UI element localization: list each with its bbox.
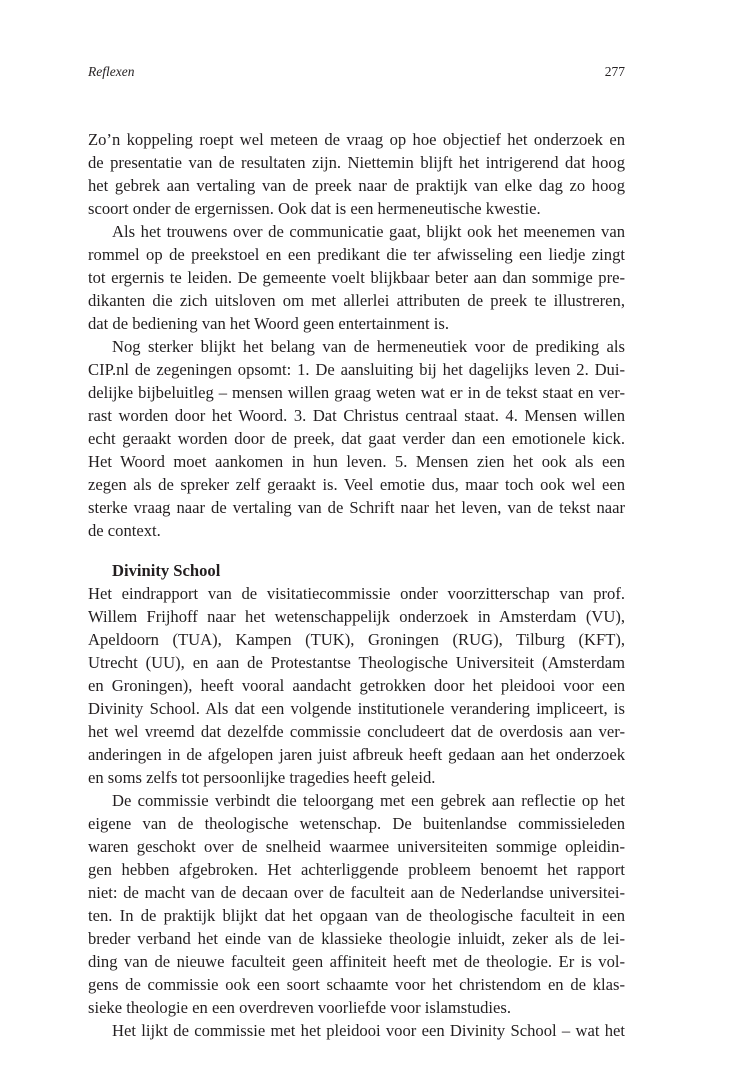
text-line: delijke bijbeluitleg – mensen willen graag weten wat er in de tekst staat en ver- xyxy=(88,383,625,402)
text-line: dikanten die zich uitsloven om met allerlei attributen de preek te illustreren, xyxy=(88,291,625,310)
running-head xyxy=(88,64,625,84)
section-heading: Divinity School xyxy=(112,561,221,580)
paragraph xyxy=(88,335,625,542)
text-line: breder verband het einde van de klassieke theologie inluidt, zeker als de lei- xyxy=(88,929,625,948)
text-line: CIP.nl de zegeningen opsomt: 1. De aansluiting bij het dagelijks leven 2. Dui- xyxy=(88,360,625,379)
text-line: de context. xyxy=(88,521,161,540)
text-line: Utrecht (UU), en aan de Protestantse Theologische Universiteit (Amsterdam xyxy=(88,653,625,672)
text-line: gen hebben afgebroken. Het achterliggende probleem benoemt het rapport xyxy=(88,860,625,879)
paragraph xyxy=(88,1019,625,1042)
text-line: dat de bediening van het Woord geen entertainment is. xyxy=(88,314,450,333)
text-line: tot ergernis te leiden. De gemeente voelt blijkbaar beter aan dan sommige pre- xyxy=(88,268,625,287)
paragraph xyxy=(88,582,625,789)
paragraph xyxy=(88,789,625,1019)
text-line: en soms zelfs tot persoonlijke tragedies heeft geleid. xyxy=(88,768,436,787)
text-line: ding van de nieuwe faculteit geen affiniteit heeft met de theologie. Er is vol- xyxy=(88,952,625,971)
body-text xyxy=(88,128,625,1042)
text-line: sterke vraag naar de vertaling van de Schrift naar het leven, van de tekst naar xyxy=(88,498,625,517)
text-line: De commissie verbindt die teloorgang met een gebrek aan reflectie op het xyxy=(112,791,625,810)
text-line: het wel vreemd dat dezelfde commissie concludeert dat de overdosis aan ver- xyxy=(88,722,625,741)
paragraph xyxy=(88,128,625,220)
text-line: anderingen in de afgelopen jaren juist afbreuk heeft gedaan aan het onderzoek xyxy=(88,745,625,764)
text-line: Divinity School. Als dat een volgende institutionele verandering impliceert, is xyxy=(88,699,625,718)
text-line: Willem Frijhoff naar het wetenschappelijk onderzoek in Amsterdam (VU), xyxy=(88,607,625,626)
text-line: Nog sterker blijkt het belang van de hermeneutiek voor de prediking als xyxy=(112,337,625,356)
text-line: het gebrek aan vertaling van de preek naar de praktijk van elke dag zo hoog xyxy=(88,176,625,195)
text-line: Het Woord moet aankomen in hun leven. 5. Mensen zien het ook als een xyxy=(88,452,625,471)
text-line: gens de commissie ook een soort schaamte voor het christendom en de klas- xyxy=(88,975,625,994)
text-line: Het eindrapport van de visitatiecommissie onder voorzitterschap van prof. xyxy=(88,584,625,603)
section-gap xyxy=(88,542,625,559)
text-line: ten. In de praktijk blijkt dat het opgaan van de theologische faculteit in een xyxy=(88,906,625,925)
text-line: rommel op de preekstoel en een predikant die ter afwisseling een liedje zingt xyxy=(88,245,625,264)
text-line: rast worden door het Woord. 3. Dat Christus centraal staat. 4. Mensen willen xyxy=(88,406,625,425)
text-line: eigene van de theologische wetenschap. De buitenlandse commissieleden xyxy=(88,814,625,833)
text-line: Zo’n koppeling roept wel meteen de vraag op hoe objectief het onderzoek en xyxy=(88,130,625,149)
text-line: Als het trouwens over de communicatie gaat, blijkt ook het meenemen van xyxy=(112,222,625,241)
text-line: zegen als de spreker zelf geraakt is. Veel emotie dus, maar toch ook wel een xyxy=(88,475,625,494)
running-title: Reflexen xyxy=(88,64,135,79)
text-line: en Groningen), heeft vooral aandacht getrokken door het pleidooi voor een xyxy=(88,676,625,695)
text-line: de presentatie van de resultaten zijn. Niettemin blijft het intrigerend dat hoog xyxy=(88,153,625,172)
text-line: waren geschokt over de snelheid waarmee universiteiten sommige opleidin- xyxy=(88,837,625,856)
paragraph xyxy=(88,220,625,335)
text-line: sieke theologie en een overdreven voorliefde voor islamstudies. xyxy=(88,998,512,1017)
text-line: Het lijkt de commissie met het pleidooi voor een Divinity School – wat het xyxy=(112,1021,625,1040)
text-line: niet: de macht van de decaan over de faculteit aan de Nederlandse universitei- xyxy=(88,883,625,902)
page-number: 277 xyxy=(604,64,625,79)
text-line: scoort onder de ergernissen. Ook dat is een hermeneutische kwestie. xyxy=(88,199,541,218)
text-line: echt geraakt worden door de preek, dat gaat verder dan een emotionele kick. xyxy=(88,429,625,448)
text-line: Apeldoorn (TUA), Kampen (TUK), Groningen (RUG), Tilburg (KFT), xyxy=(88,630,625,649)
